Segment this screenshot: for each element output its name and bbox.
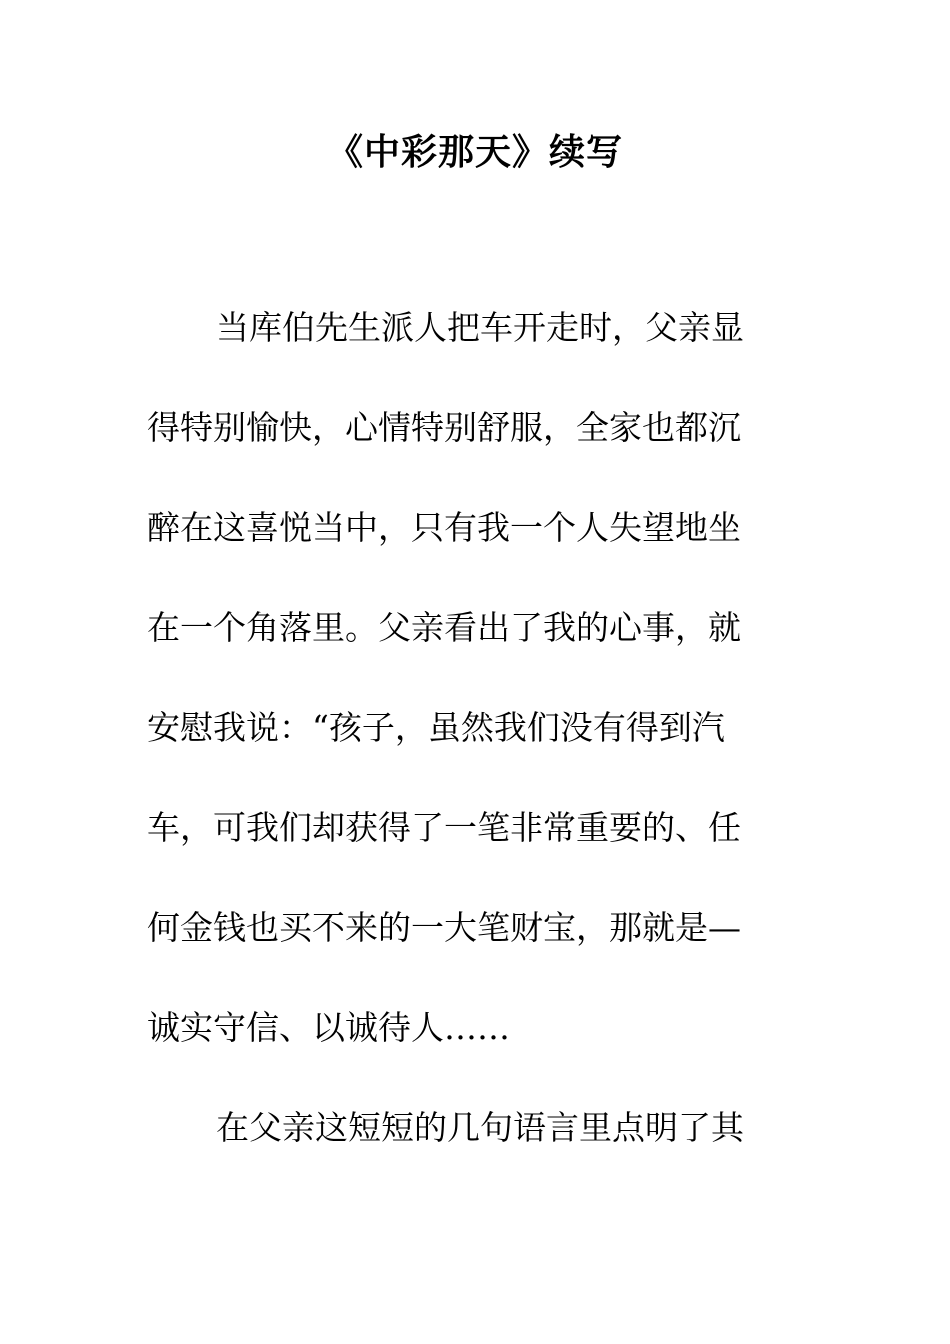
paragraph-line: 得特别愉快，心情特别舒服，全家也都沉 — [147, 408, 741, 447]
paragraph-line: 在父亲这短短的几句语言里点明了其 — [216, 1108, 744, 1147]
paragraph-line: 醉在这喜悦当中，只有我一个人失望地坐 — [147, 508, 741, 547]
paragraph-line: 何金钱也买不来的一大笔财宝，那就是— — [147, 908, 741, 947]
paragraph-line: 诚实守信、以诚待人…… — [147, 1008, 510, 1047]
paragraph-line: 当库伯先生派人把车开走时，父亲显 — [216, 308, 744, 347]
paragraph-line: 安慰我说：“孩子，虽然我们没有得到汽 — [147, 708, 725, 747]
paragraph-line: 车，可我们却获得了一笔非常重要的、任 — [147, 808, 741, 847]
paragraph-line: 在一个角落里。父亲看出了我的心事，就 — [147, 608, 741, 647]
paragraph-2 — [147, 1078, 787, 1178]
document-title: 《中彩那天》续写 — [326, 131, 623, 173]
paragraph-1 — [147, 278, 787, 1078]
